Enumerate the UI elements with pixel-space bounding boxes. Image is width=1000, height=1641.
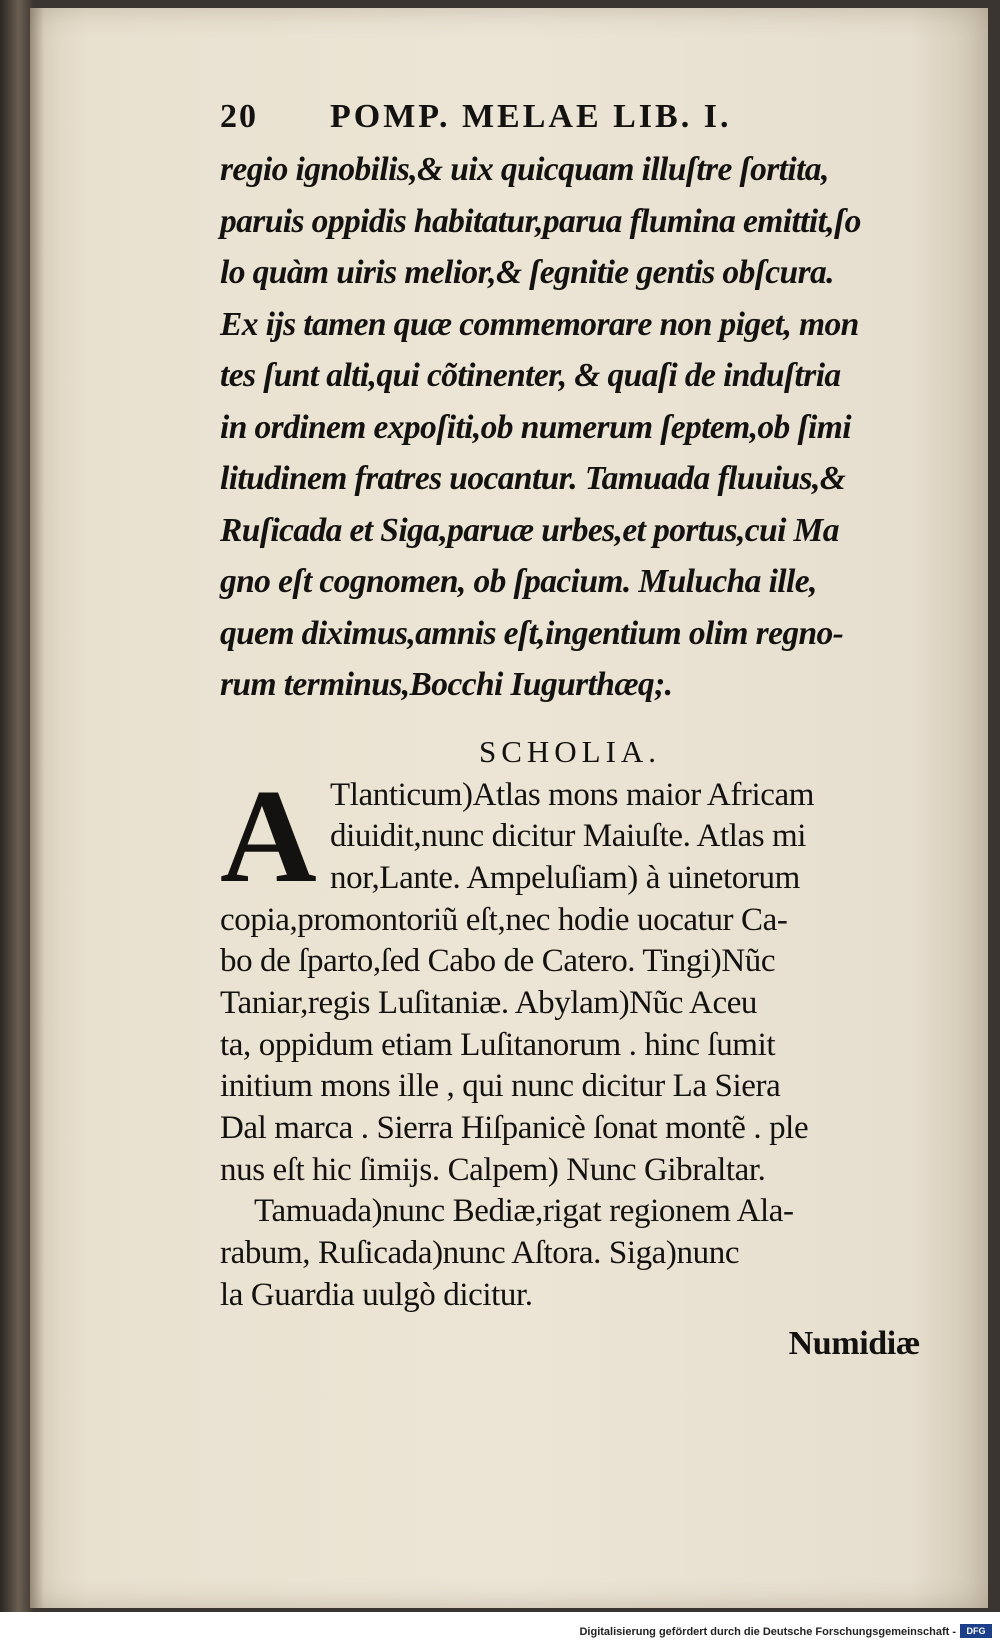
text-line: initium mons ille , qui nunc dicitur La Siera bbox=[220, 1068, 781, 1105]
text-line: regio ignobilis,& uix quicquam illuſtre ſortita, bbox=[220, 151, 829, 188]
book-page bbox=[30, 8, 988, 1608]
running-header bbox=[220, 98, 920, 144]
main-text bbox=[220, 144, 920, 711]
text-line: tes ſunt alti,qui cõtinenter, & quaſi de induſtria bbox=[220, 357, 841, 394]
running-title: POMP. MELAE LIB. I. bbox=[330, 98, 732, 135]
book-spine bbox=[0, 0, 34, 1612]
text-line: lo quàm uiris melior,& ſegnitie gentis obſcura. bbox=[220, 254, 834, 291]
text-line: diuidit,nunc dicitur Maiuſte. Atlas mi bbox=[330, 818, 807, 855]
text-line: paruis oppidis habitatur,parua flumina emittit,ſo bbox=[220, 202, 861, 240]
text-line: copia,promontoriũ eſt,nec hodie uocatur Ca- bbox=[220, 901, 788, 938]
scholia-heading: SCHOLIA. bbox=[478, 733, 662, 769]
text-line: la Guardia uulgò dicitur. bbox=[220, 1276, 533, 1313]
text-line: ta, oppidum etiam Luſitanorum . hinc ſumit bbox=[220, 1026, 776, 1063]
scholia-text bbox=[220, 761, 920, 1365]
text-line: Tlanticum)Atlas mons maior Africam bbox=[330, 776, 815, 813]
text-line: in ordinem expoſiti,ob numerum ſeptem,ob ſimi bbox=[220, 408, 851, 446]
page-number: 20 bbox=[220, 98, 258, 135]
text-line: Ex ijs tamen quæ commemorare non piget, mon bbox=[220, 305, 859, 343]
page-content bbox=[220, 98, 920, 1364]
text-line: gno eſt cognomen, ob ſpacium. Mulucha ille, bbox=[220, 563, 817, 600]
text-line: rum terminus,Bocchi Iugurthæq;. bbox=[220, 666, 673, 703]
text-line: Dal marca . Sierra Hiſpanicè ſonat montẽ . ple bbox=[220, 1110, 809, 1146]
dfg-logo: DFG bbox=[960, 1624, 992, 1638]
text-line: Ruſicada et Siga,paruæ urbes,et portus,cui Ma bbox=[220, 511, 839, 549]
catchword: Numidiæ bbox=[788, 1325, 920, 1363]
text-line: bo de ſparto,ſed Cabo de Catero. Tingi)Nũc bbox=[220, 943, 776, 980]
text-line: rabum, Ruſicada)nunc Aſtora. Siga)nunc bbox=[220, 1235, 740, 1272]
drop-cap: A bbox=[220, 761, 317, 910]
text-line: litudinem fratres uocantur. Tamuada fluuius,& bbox=[220, 460, 846, 497]
text-line: Tamuada)nunc Bediæ,rigat regionem Ala- bbox=[254, 1193, 794, 1230]
text-line: quem diximus,amnis eſt,ingentium olim regno- bbox=[220, 614, 844, 652]
funding-credit: Digitalisierung gefördert durch die Deutsche Forschungsgemeinschaft - bbox=[579, 1626, 956, 1638]
text-line: nor,Lante. Ampeluſiam) à uinetorum bbox=[330, 859, 800, 896]
text-line: nus eſt hic ſimijs. Calpem) Nunc Gibraltar. bbox=[220, 1151, 766, 1188]
text-line: Taniar,regis Luſitaniæ. Abylam)Nũc Aceu bbox=[220, 984, 758, 1021]
